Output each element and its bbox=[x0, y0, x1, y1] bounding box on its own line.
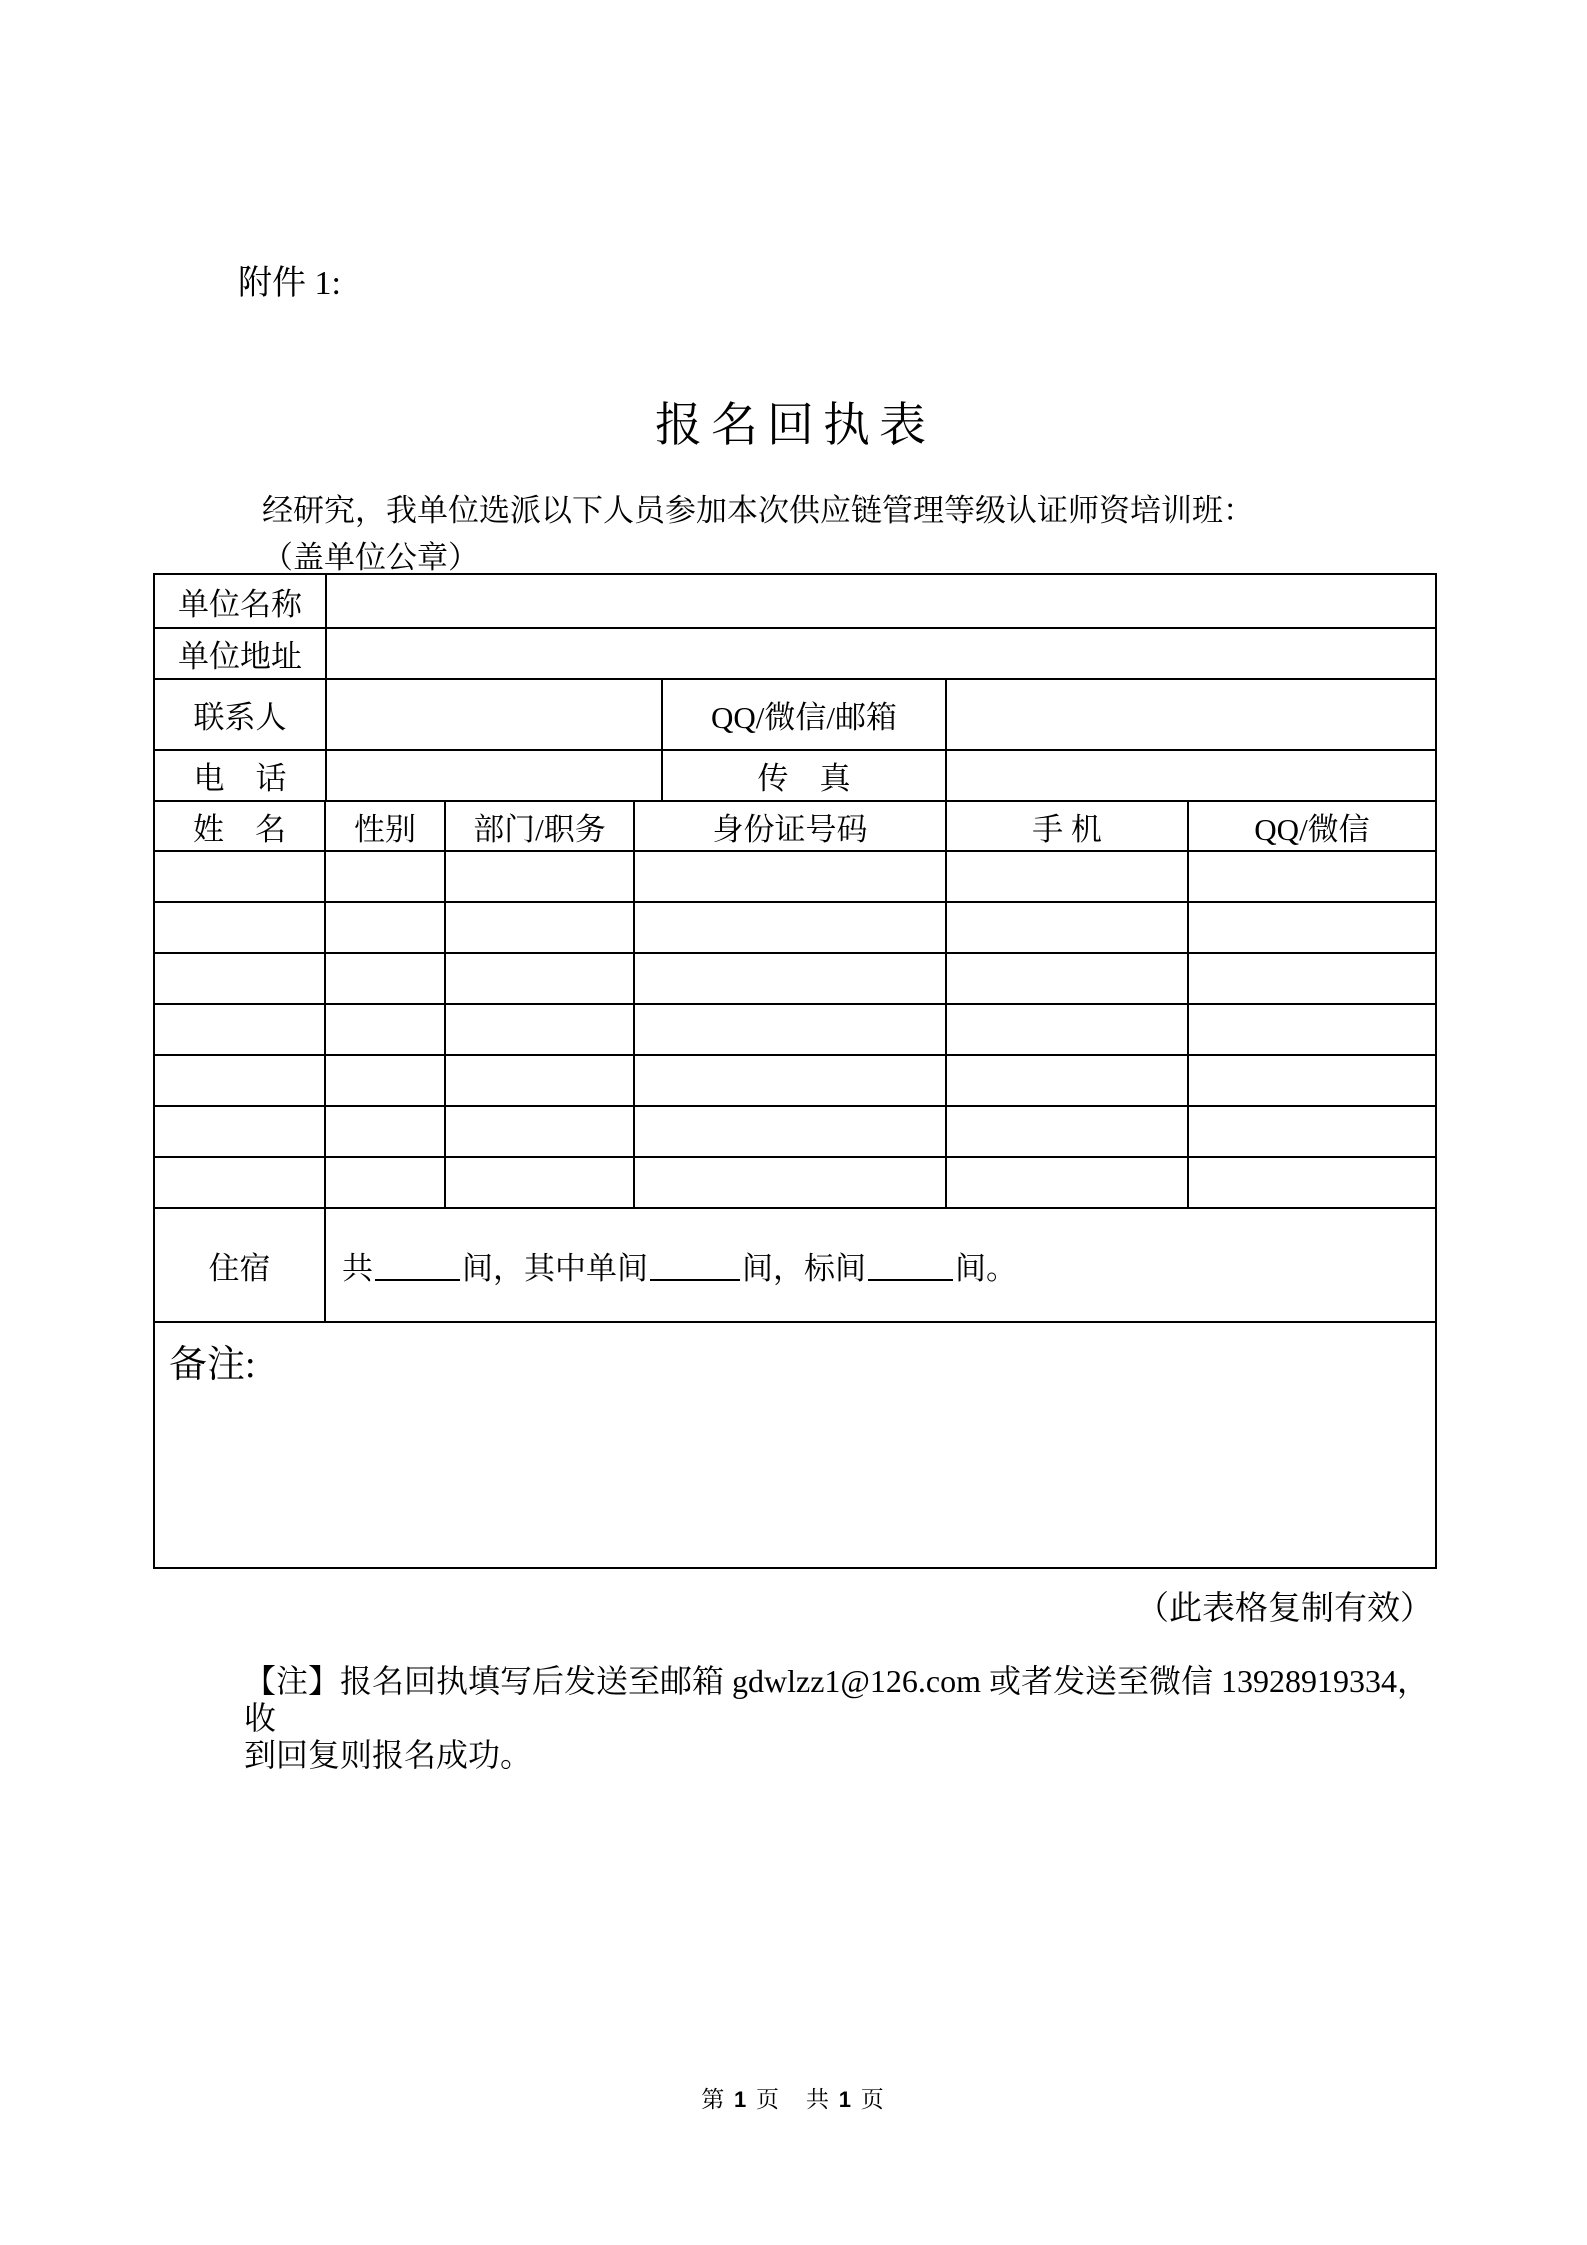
accommodation-text-part3: 间，标间 bbox=[742, 1250, 866, 1286]
qq-wechat-input-cell bbox=[1189, 954, 1435, 1003]
column-header-id-number: 身份证号码 bbox=[635, 802, 947, 850]
id-number-input-cell bbox=[635, 1005, 947, 1054]
table-row bbox=[155, 680, 1435, 751]
accommodation-row bbox=[155, 1209, 1435, 1323]
name-input-cell bbox=[155, 1056, 326, 1105]
name-input-cell bbox=[155, 1158, 326, 1207]
gender-input-cell bbox=[326, 1056, 446, 1105]
remark-row bbox=[155, 1323, 1435, 1567]
department-input-cell bbox=[446, 954, 635, 1003]
footer-page-number: 1 bbox=[734, 2087, 749, 2112]
unit-name-value-cell bbox=[327, 575, 1435, 627]
qq-wechat-input-cell bbox=[1189, 1005, 1435, 1054]
qq-wechat-input-cell bbox=[1189, 1107, 1435, 1156]
blank-standard-rooms bbox=[868, 1249, 953, 1281]
fax-value-cell bbox=[947, 751, 1435, 800]
mobile-input-cell bbox=[947, 1107, 1189, 1156]
mobile-input-cell bbox=[947, 954, 1189, 1003]
attachment-label: 附件 1: bbox=[238, 265, 341, 302]
table-row bbox=[155, 751, 1435, 802]
gender-input-cell bbox=[326, 1158, 446, 1207]
department-input-cell bbox=[446, 1005, 635, 1054]
person-empty-row bbox=[155, 1056, 1435, 1107]
qq-wechat-input-cell bbox=[1189, 903, 1435, 952]
unit-address-label-cell: 单位地址 bbox=[155, 629, 327, 678]
registration-note-line-1: 【注】报名回执填写后发送至邮箱 gdwlzz1@126.com 或者发送至微信 13928919334，收 bbox=[244, 1663, 1429, 1736]
column-header-qq-wechat: QQ/微信 bbox=[1254, 811, 1370, 847]
mobile-input-cell bbox=[947, 852, 1189, 901]
qq-wechat-email-label-cell: QQ/微信/邮箱 bbox=[663, 680, 947, 749]
intro-line-1: 经研究，我单位选派以下人员参加本次供应链管理等级认证师资培训班： bbox=[262, 493, 1254, 528]
unit-name-label-cell: 单位名称 bbox=[155, 575, 327, 627]
blank-single-rooms bbox=[650, 1249, 740, 1281]
mobile-input-cell bbox=[947, 903, 1189, 952]
registration-note bbox=[244, 1663, 1434, 1774]
name-input-cell bbox=[155, 1005, 326, 1054]
department-input-cell bbox=[446, 1107, 635, 1156]
name-input-cell bbox=[155, 1107, 326, 1156]
table-row bbox=[155, 575, 1435, 629]
footer-total-pages: 1 bbox=[838, 2087, 853, 2112]
accommodation-label-cell: 住宿 bbox=[155, 1209, 326, 1321]
remark-label: 备注: bbox=[169, 1344, 256, 1386]
remark-cell bbox=[155, 1323, 1435, 1567]
department-input-cell bbox=[446, 1056, 635, 1105]
person-empty-row bbox=[155, 852, 1435, 903]
intro-paragraph bbox=[262, 487, 1254, 581]
person-empty-row bbox=[155, 1158, 1435, 1209]
name-input-cell bbox=[155, 903, 326, 952]
column-header-gender: 性别 bbox=[326, 802, 446, 850]
gender-input-cell bbox=[326, 852, 446, 901]
id-number-input-cell bbox=[635, 903, 947, 952]
phone-value-cell bbox=[327, 751, 663, 800]
person-empty-row bbox=[155, 1107, 1435, 1158]
qq-wechat-input-cell bbox=[1189, 852, 1435, 901]
accommodation-text-part2: 间，其中单间 bbox=[462, 1250, 648, 1286]
footer-suffix: 页 bbox=[853, 2087, 886, 2112]
accommodation-text-part4: 间。 bbox=[955, 1250, 1017, 1286]
accommodation-text-part1: 共 bbox=[342, 1250, 373, 1286]
column-header-name: 姓 名 bbox=[155, 802, 326, 850]
name-input-cell bbox=[155, 852, 326, 901]
registration-note-line-2: 到回复则报名成功。 bbox=[244, 1737, 533, 1773]
copy-valid-note: （此表格复制有效） bbox=[1136, 1591, 1433, 1627]
mobile-input-cell bbox=[947, 1158, 1189, 1207]
qq-wechat-input-cell bbox=[1189, 1158, 1435, 1207]
column-header-department: 部门/职务 bbox=[446, 802, 635, 850]
id-number-input-cell bbox=[635, 852, 947, 901]
table-row bbox=[155, 629, 1435, 680]
accommodation-content-cell bbox=[326, 1209, 1435, 1321]
person-empty-row bbox=[155, 954, 1435, 1005]
id-number-input-cell bbox=[635, 1107, 947, 1156]
registration-form-table bbox=[153, 573, 1437, 1569]
blank-total-rooms bbox=[375, 1249, 460, 1281]
contact-value-cell bbox=[327, 680, 663, 749]
gender-input-cell bbox=[326, 903, 446, 952]
gender-input-cell bbox=[326, 1107, 446, 1156]
id-number-input-cell bbox=[635, 1158, 947, 1207]
mobile-input-cell bbox=[947, 1056, 1189, 1105]
person-header-row bbox=[155, 802, 1435, 852]
intro-line-2: （盖单位公章） bbox=[262, 540, 479, 575]
qq-wechat-email-value-cell bbox=[947, 680, 1435, 749]
footer-middle: 页 共 bbox=[748, 2087, 839, 2112]
qq-wechat-input-cell bbox=[1189, 1056, 1435, 1105]
mobile-input-cell bbox=[947, 1005, 1189, 1054]
phone-label-cell: 电 话 bbox=[155, 751, 327, 800]
unit-address-value-cell bbox=[327, 629, 1435, 678]
column-header-mobile: 手 机 bbox=[947, 802, 1189, 850]
person-empty-row bbox=[155, 1005, 1435, 1056]
contact-label-cell: 联系人 bbox=[155, 680, 327, 749]
page-number-footer bbox=[0, 2086, 1587, 2114]
fax-label-cell: 传 真 bbox=[663, 751, 947, 800]
page-title: 报名回执表 bbox=[655, 400, 935, 452]
id-number-input-cell bbox=[635, 1056, 947, 1105]
gender-input-cell bbox=[326, 1005, 446, 1054]
department-input-cell bbox=[446, 903, 635, 952]
department-input-cell bbox=[446, 1158, 635, 1207]
department-input-cell bbox=[446, 852, 635, 901]
name-input-cell bbox=[155, 954, 326, 1003]
gender-input-cell bbox=[326, 954, 446, 1003]
id-number-input-cell bbox=[635, 954, 947, 1003]
person-empty-row bbox=[155, 903, 1435, 954]
footer-prefix: 第 bbox=[701, 2087, 734, 2112]
